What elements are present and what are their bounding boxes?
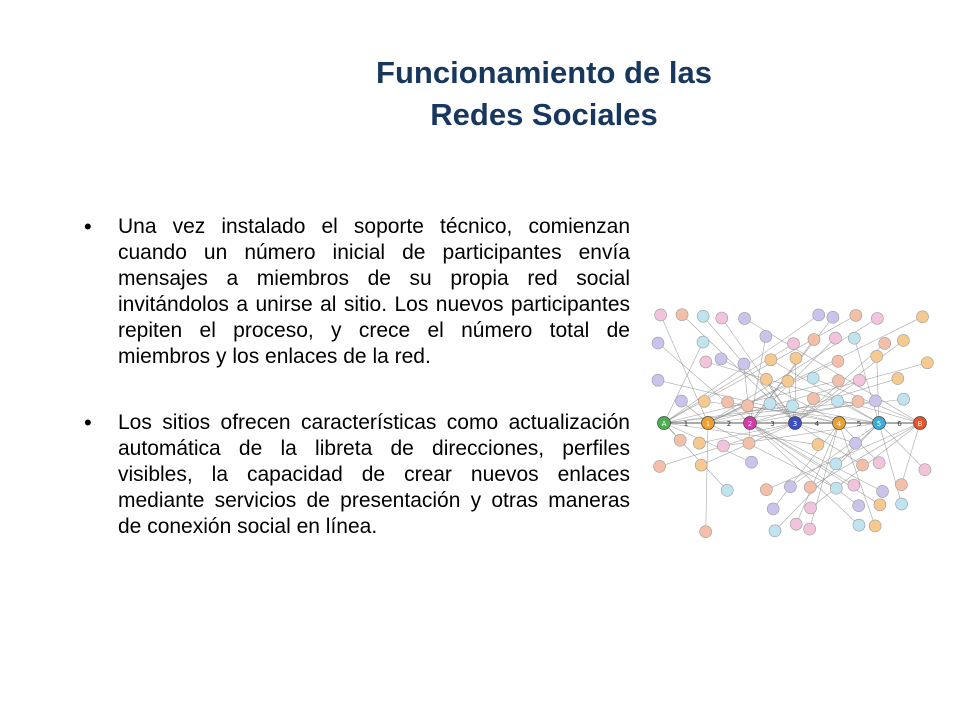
hub-label: B: [917, 420, 923, 428]
path-step-label: 1: [683, 420, 689, 428]
network-leaf-node: [786, 400, 798, 412]
network-leaf-node: [832, 355, 844, 367]
network-leaf-node: [804, 523, 816, 535]
network-edge: [750, 423, 859, 525]
network-leaf-node: [879, 337, 891, 349]
network-edge: [750, 423, 854, 485]
hub-label: 2: [747, 420, 753, 428]
network-leaf-node: [870, 395, 882, 407]
network-leaf-node: [896, 498, 908, 510]
hub-label: A: [661, 420, 667, 428]
network-leaf-node: [874, 499, 886, 511]
network-leaf-node: [871, 350, 883, 362]
network-leaf-node: [715, 353, 727, 365]
network-leaf-node: [850, 437, 862, 449]
network-leaf-node: [850, 309, 862, 321]
hub-label: 5: [876, 420, 882, 428]
network-leaf-node: [848, 332, 860, 344]
network-leaf-node: [827, 311, 839, 323]
network-leaf-node: [805, 502, 817, 514]
network-leaf-node: [717, 440, 729, 452]
network-leaf-node: [808, 334, 820, 346]
network-leaf-node: [721, 484, 733, 496]
social-network-illustration: [650, 302, 942, 540]
network-leaf-node: [807, 393, 819, 405]
bullet-list: [84, 214, 630, 580]
network-leaf-node: [698, 395, 710, 407]
network-edge: [877, 356, 879, 423]
network-edge: [706, 423, 708, 532]
title-line-2: Redes Sociales: [430, 97, 658, 132]
network-leaf-node: [830, 482, 842, 494]
network-leaf-node: [869, 520, 881, 532]
network-leaf-node: [760, 484, 772, 496]
network-edge: [795, 358, 796, 423]
network-leaf-node: [790, 518, 802, 530]
hub-label: 4: [836, 420, 842, 428]
network-leaf-node: [654, 460, 666, 472]
network-leaf-node: [804, 481, 816, 493]
hub-label: 1: [705, 420, 711, 428]
network-leaf-node: [767, 503, 779, 515]
network-leaf-node: [722, 396, 734, 408]
path-step-label: 3: [770, 420, 775, 428]
network-leaf-node: [848, 479, 860, 491]
network-leaf-node: [852, 396, 864, 408]
bullet-text: Una vez instalado el soporte técnico, comienzan cuando un número inicial de participantes envía mensajes a miembros de su propia red social invitándolos a unirse al sitio. Los nuevos participantes repiten el proceso, y crece el número total de miembros y los enlaces de la red.: [118, 215, 630, 368]
bullet-item: [84, 410, 630, 540]
network-leaf-node: [738, 358, 750, 370]
network-leaf-node: [739, 312, 751, 324]
network-leaf-node: [764, 398, 776, 410]
bullet-icon: •: [84, 214, 92, 239]
network-leaf-node: [873, 457, 885, 469]
network-leaf-node: [743, 437, 755, 449]
network-leaf-node: [760, 373, 772, 385]
network-leaf-node: [746, 456, 758, 468]
network-leaf-node: [760, 330, 772, 342]
network-leaf-node: [784, 481, 796, 493]
network-edge: [766, 423, 920, 490]
network-leaf-node: [919, 464, 931, 476]
network-edge: [796, 423, 839, 524]
path-step-label: 4: [814, 420, 820, 428]
network-leaf-node: [787, 338, 799, 350]
network-leaf-node: [716, 312, 728, 324]
network-leaf-node: [790, 352, 802, 364]
network-leaf-node: [697, 310, 709, 322]
hub-label: 3: [792, 420, 798, 428]
network-leaf-node: [695, 459, 707, 471]
network-leaf-node: [830, 458, 842, 470]
network-leaf-node: [675, 395, 687, 407]
slide-title: [200, 52, 888, 136]
network-leaf-node: [856, 459, 868, 471]
network-leaf-node: [655, 309, 667, 321]
network-leaf-node: [898, 393, 910, 405]
network-leaf-node: [853, 519, 865, 531]
network-edge: [795, 423, 856, 443]
network-leaf-node: [674, 434, 686, 446]
path-step-label: 6: [897, 420, 902, 428]
network-leaf-node: [892, 373, 904, 385]
network-edge: [682, 315, 795, 423]
network-leaf-node: [877, 485, 889, 497]
network-leaf-node: [871, 312, 883, 324]
network-leaf-node: [853, 500, 865, 512]
network-leaf-node: [652, 374, 664, 386]
network-leaf-node: [812, 439, 824, 451]
network-leaf-node: [676, 309, 688, 321]
network-edge: [708, 361, 838, 423]
network-leaf-node: [832, 395, 844, 407]
network-edge: [750, 423, 883, 491]
path-step-label: 2: [726, 420, 732, 428]
bullet-item: [84, 214, 630, 370]
bullet-icon: •: [84, 410, 92, 435]
network-leaf-node: [829, 332, 841, 344]
network-leaf-node: [697, 336, 709, 348]
network-leaf-node: [897, 334, 909, 346]
network-edge: [661, 315, 708, 423]
network-leaf-node: [769, 525, 781, 537]
network-leaf-node: [782, 375, 794, 387]
path-step-label: 5: [856, 420, 862, 428]
network-leaf-node: [921, 357, 933, 369]
network-leaf-node: [832, 375, 844, 387]
network-leaf-node: [917, 311, 929, 323]
network-leaf-node: [700, 526, 712, 538]
network-leaf-node: [693, 437, 705, 449]
network-leaf-node: [807, 372, 819, 384]
network-edge: [708, 423, 836, 488]
title-line-1: Funcionamiento de las: [376, 55, 712, 90]
bullet-text: Los sitios ofrecen características como actualización automática de la libreta de direcciones, perfiles visibles, la capacidad de crear nuevos enlaces mediante servicios de presentación y otras maneras de conexión social en línea.: [118, 411, 630, 538]
network-leaf-node: [700, 356, 712, 368]
network-leaf-node: [895, 479, 907, 491]
network-leaf-node: [742, 400, 754, 412]
network-leaf-node: [652, 337, 664, 349]
network-leaf-node: [765, 354, 777, 366]
network-leaf-node: [853, 374, 865, 386]
network-leaf-node: [813, 309, 825, 321]
network-edge: [664, 423, 727, 490]
